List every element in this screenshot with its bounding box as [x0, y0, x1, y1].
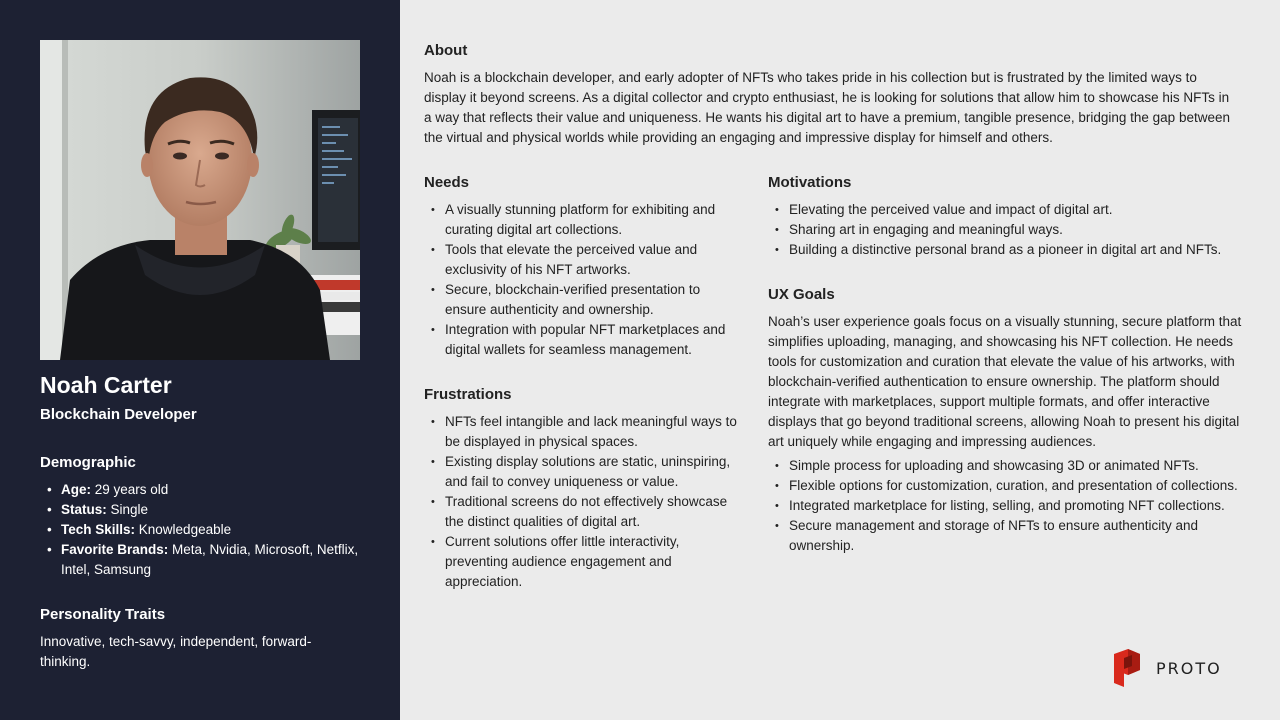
frustrations-heading: Frustrations [424, 386, 512, 403]
list-item: • A visually stunning platform for exhibiting and curating digital art collections. [424, 200, 744, 240]
demographic-list [40, 480, 370, 580]
list-item: • Tools that elevate the perceived value and exclusivity of his NFT artworks. [424, 240, 744, 280]
brand-name: PROTO [1156, 658, 1222, 678]
proto-logo-icon [1112, 648, 1142, 688]
persona-content [400, 0, 1280, 720]
persona-role: Blockchain Developer [40, 406, 197, 423]
motivations-heading: Motivations [768, 174, 852, 191]
needs-heading: Needs [424, 174, 470, 191]
list-item: • Flexible options for customization, curation, and presentation of collections. [768, 476, 1242, 496]
list-item: • Building a distinctive personal brand as a pioneer in digital art and NFTs. [768, 240, 1248, 260]
list-item: • Simple process for uploading and showcasing 3D or animated NFTs. [768, 456, 1242, 476]
list-item: • Existing display solutions are static, uninspiring, and fail to convey uniqueness or value. [424, 452, 744, 492]
about-heading: About [424, 42, 468, 59]
list-item: • Sharing art in engaging and meaningful ways. [768, 220, 1248, 240]
needs-list [424, 200, 744, 360]
list-item: • Traditional screens do not effectively showcase the distinct qualities of digital art. [424, 492, 744, 532]
list-item: • Secure, blockchain-verified presentation to ensure authenticity and ownership. [424, 280, 744, 320]
personality-heading: Personality Traits [40, 606, 166, 623]
demographic-item-age: • Age: 29 years old [40, 480, 370, 500]
persona-name: Noah Carter [40, 372, 172, 398]
portrait-image [40, 40, 360, 360]
persona-sidebar [0, 0, 400, 720]
ux-goals-text: Noah’s user experience goals focus on a visually stunning, secure platform that simplifies uploading, managing, and showcasing his NFT collection. He needs tools for customization and curation that elevate the value of his artworks, with blockchain-verified authentication to ensure ownership. The platform should integrate with marketplaces, support multiple formats, and offer interactive displays that go beyond traditional screens, allowing Noah to present his digital art uniquely while engaging and impressing audiences. [768, 314, 1242, 449]
list-item: • Integrated marketplace for listing, selling, and promoting NFT collections. [768, 496, 1242, 516]
persona-photo [40, 40, 360, 360]
ux-goals-list [768, 456, 1242, 556]
demographic-heading: Demographic [40, 454, 136, 471]
about-text: Noah is a blockchain developer, and early adopter of NFTs who takes pride in his collection but is frustrated by the limited ways to display it beyond screens. As a digital collector and crypto enthusiast, he is looking for solutions that allow him to showcase his NFTs in a way that reflects their value and uniqueness. He wants his digital art to have a premium, tangible presence, bridging the gap between the virtual and physical worlds while providing an engaging and impressive display for himself and others. [424, 70, 1230, 145]
list-item: • Secure management and storage of NFTs to ensure authenticity and ownership. [768, 516, 1242, 556]
motivations-list [768, 200, 1248, 260]
list-item: • Elevating the perceived value and impact of digital art. [768, 200, 1248, 220]
demographic-item-status: • Status: Single [40, 500, 370, 520]
frustrations-list [424, 412, 744, 592]
brand-logo [1112, 648, 1222, 688]
list-item: • NFTs feel intangible and lack meaningful ways to be displayed in physical spaces. [424, 412, 744, 452]
ux-goals-heading: UX Goals [768, 286, 835, 303]
list-item: • Integration with popular NFT marketplaces and digital wallets for seamless management. [424, 320, 744, 360]
demographic-item-brands: • Favorite Brands: Meta, Nvidia, Microsoft, Netflix, Intel, Samsung [40, 540, 370, 580]
personality-text: Innovative, tech-savvy, independent, forward-thinking. [40, 634, 312, 669]
list-item: • Current solutions offer little interactivity, preventing audience engagement and appreciation. [424, 532, 744, 592]
demographic-item-tech-skills: • Tech Skills: Knowledgeable [40, 520, 370, 540]
